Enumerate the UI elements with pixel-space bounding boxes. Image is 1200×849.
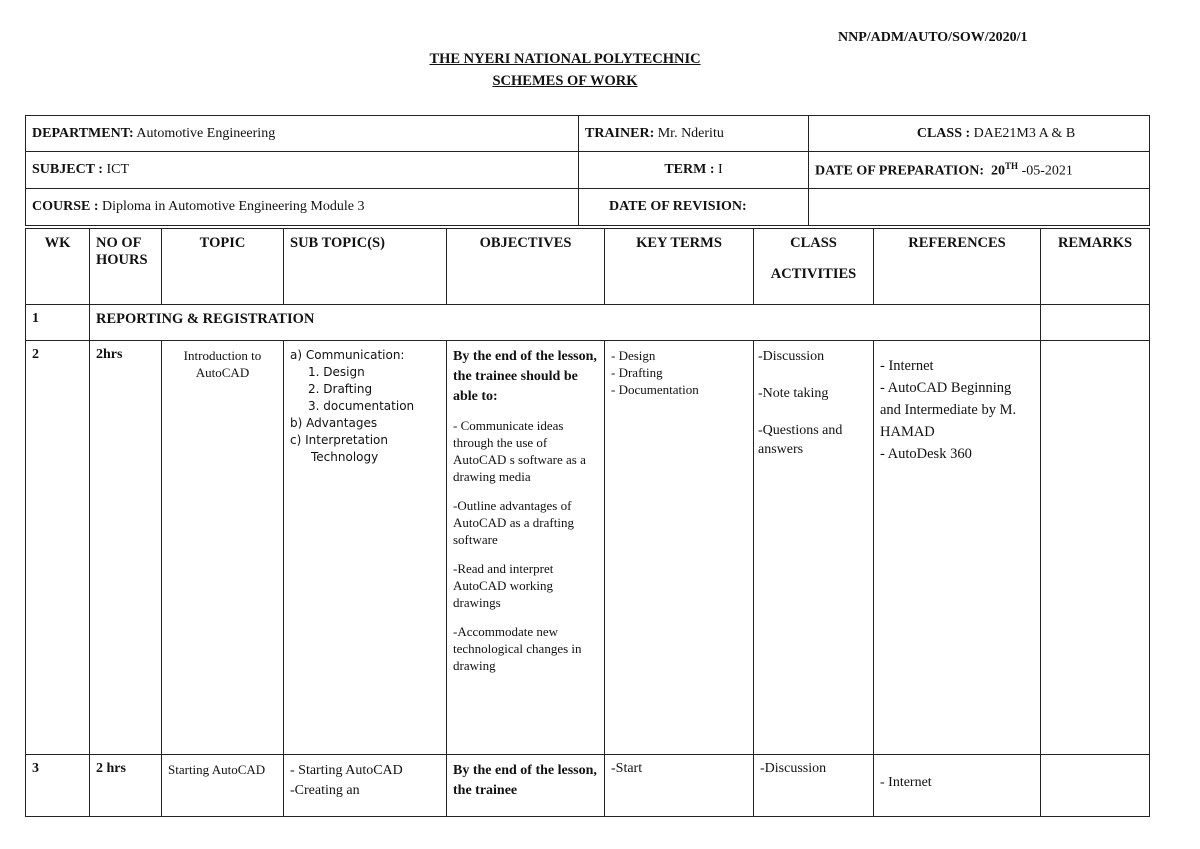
objective-item: -Accommodate new technological changes in drawing	[453, 624, 582, 673]
reference-item: - Internet	[880, 358, 934, 374]
document-reference-number: NNP/ADM/AUTO/SOW/2020/1	[838, 30, 1028, 45]
header-key-terms: KEY TERMS	[605, 229, 754, 305]
remarks-cell	[1041, 341, 1150, 755]
header-class-activities: CLASS ACTIVITIES	[754, 229, 874, 305]
cell-divider	[809, 189, 810, 225]
hours-cell: 2hrs	[90, 341, 162, 755]
key-terms-cell	[605, 755, 754, 817]
subject-cell: SUBJECT : ICT	[26, 152, 579, 189]
info-row-subject	[26, 152, 1150, 189]
key-term: -Start	[611, 761, 643, 776]
header-references: REFERENCES	[874, 229, 1041, 305]
objective-item: - Communicate ideas through the use of AutoCAD s software as a drawing media	[453, 418, 586, 484]
reporting-registration-cell: REPORTING & REGISTRATION	[90, 305, 1041, 341]
date-revision-cell: DATE OF REVISION:	[579, 189, 809, 226]
objectives-intro: By the end of the lesson, the trainee should be able to:	[453, 349, 597, 404]
activity-item: -Discussion	[760, 761, 827, 776]
department-value: Automotive Engineering	[136, 125, 276, 141]
term-value: I	[718, 162, 723, 177]
class-activities-cell	[754, 755, 874, 817]
header-objectives: OBJECTIVES	[447, 229, 605, 305]
info-row-course	[26, 189, 1150, 226]
table-row-week-2	[26, 341, 1150, 755]
class-cell: CLASS : DAE21M3 A & B	[809, 116, 1150, 152]
objective-item: -Outline advantages of AutoCAD as a drafting software	[453, 498, 574, 547]
topic-cell: Introduction to AutoCAD	[162, 341, 284, 755]
topic-cell: Starting AutoCAD	[162, 755, 284, 817]
reference-item: - Internet	[880, 775, 932, 790]
course-cell: COURSE : Diploma in Automotive Engineering Module 3	[26, 189, 579, 226]
course-value: Diploma in Automotive Engineering Module 3	[102, 199, 365, 214]
key-terms-cell	[605, 341, 754, 755]
hours-cell: 2 hrs	[90, 755, 162, 817]
table-row-week-1	[26, 305, 1150, 341]
objectives-cell: By the end of the lesson, the trainee	[447, 755, 605, 817]
term-cell: TERM : I	[579, 152, 809, 189]
references-cell	[874, 341, 1041, 755]
date-prep-cell: DATE OF PREPARATION: 20TH -05-2021	[809, 152, 1150, 189]
subtopics-cell	[284, 755, 447, 817]
objectives-cell	[447, 341, 605, 755]
subtopic-item: - Starting AutoCAD	[290, 763, 403, 778]
key-term: - Design	[611, 348, 656, 363]
week-number: 1	[26, 305, 90, 341]
table-row-week-3	[26, 755, 1150, 817]
date-prep-value: -05-2021	[1021, 163, 1073, 179]
info-row-department	[26, 116, 1150, 152]
institution-title: THE NYERI NATIONAL POLYTECHNIC	[429, 51, 701, 67]
date-revision-value-cell	[809, 189, 1150, 226]
class-activities-cell	[754, 341, 874, 755]
references-cell	[874, 755, 1041, 817]
subject-value: ICT	[106, 162, 129, 177]
subtopic-item: 3. documentation	[308, 399, 415, 413]
department-cell: DEPARTMENT: Automotive Engineering	[26, 116, 579, 152]
remarks-cell	[1041, 755, 1150, 817]
trainer-value: Mr. Nderitu	[657, 125, 724, 141]
scheme-info-table	[25, 115, 1150, 226]
document-title: SCHEMES OF WORK	[492, 73, 638, 89]
reference-item: - AutoDesk 360	[880, 446, 972, 462]
header-wk: WK	[26, 229, 90, 305]
subtopics-cell	[284, 341, 447, 755]
subtopic-item: 1. Design	[308, 365, 365, 379]
header-topic: TOPIC	[162, 229, 284, 305]
header-remarks: REMARKS	[1041, 229, 1150, 305]
objective-item: -Read and interpret AutoCAD working drawings	[453, 561, 554, 610]
subtopic-item: 2. Drafting	[308, 382, 373, 396]
key-term: - Documentation	[611, 382, 699, 397]
date-prep-day: 20	[991, 163, 1006, 179]
subtopic-item: c) Interpretation	[290, 433, 388, 447]
scheme-of-work-table	[25, 228, 1150, 817]
date-prep-sup: TH	[1005, 160, 1019, 171]
week-number: 2	[26, 341, 90, 755]
table-header-row	[26, 229, 1150, 305]
header-hours: NO OF HOURS	[90, 229, 162, 305]
key-term: - Drafting	[611, 365, 663, 380]
activity-item: -Note taking	[758, 386, 829, 401]
subtopic-item: -Creating an	[290, 783, 360, 798]
class-value: DAE21M3 A & B	[973, 125, 1076, 141]
subtopic-item: Technology	[311, 450, 379, 464]
remarks-cell	[1041, 305, 1150, 341]
activity-item: -Questions and answers	[758, 423, 843, 457]
subtopic-item: b) Advantages	[290, 416, 378, 430]
header-subtopics: SUB TOPIC(S)	[284, 229, 447, 305]
week-number: 3	[26, 755, 90, 817]
subtopic-item: a) Communication:	[290, 348, 405, 362]
activity-item: -Discussion	[758, 349, 825, 364]
reference-item: - AutoCAD Beginning and Intermediate by M. HAMAD	[880, 380, 1017, 440]
trainer-cell: TRAINER: Mr. Nderitu	[579, 116, 809, 152]
